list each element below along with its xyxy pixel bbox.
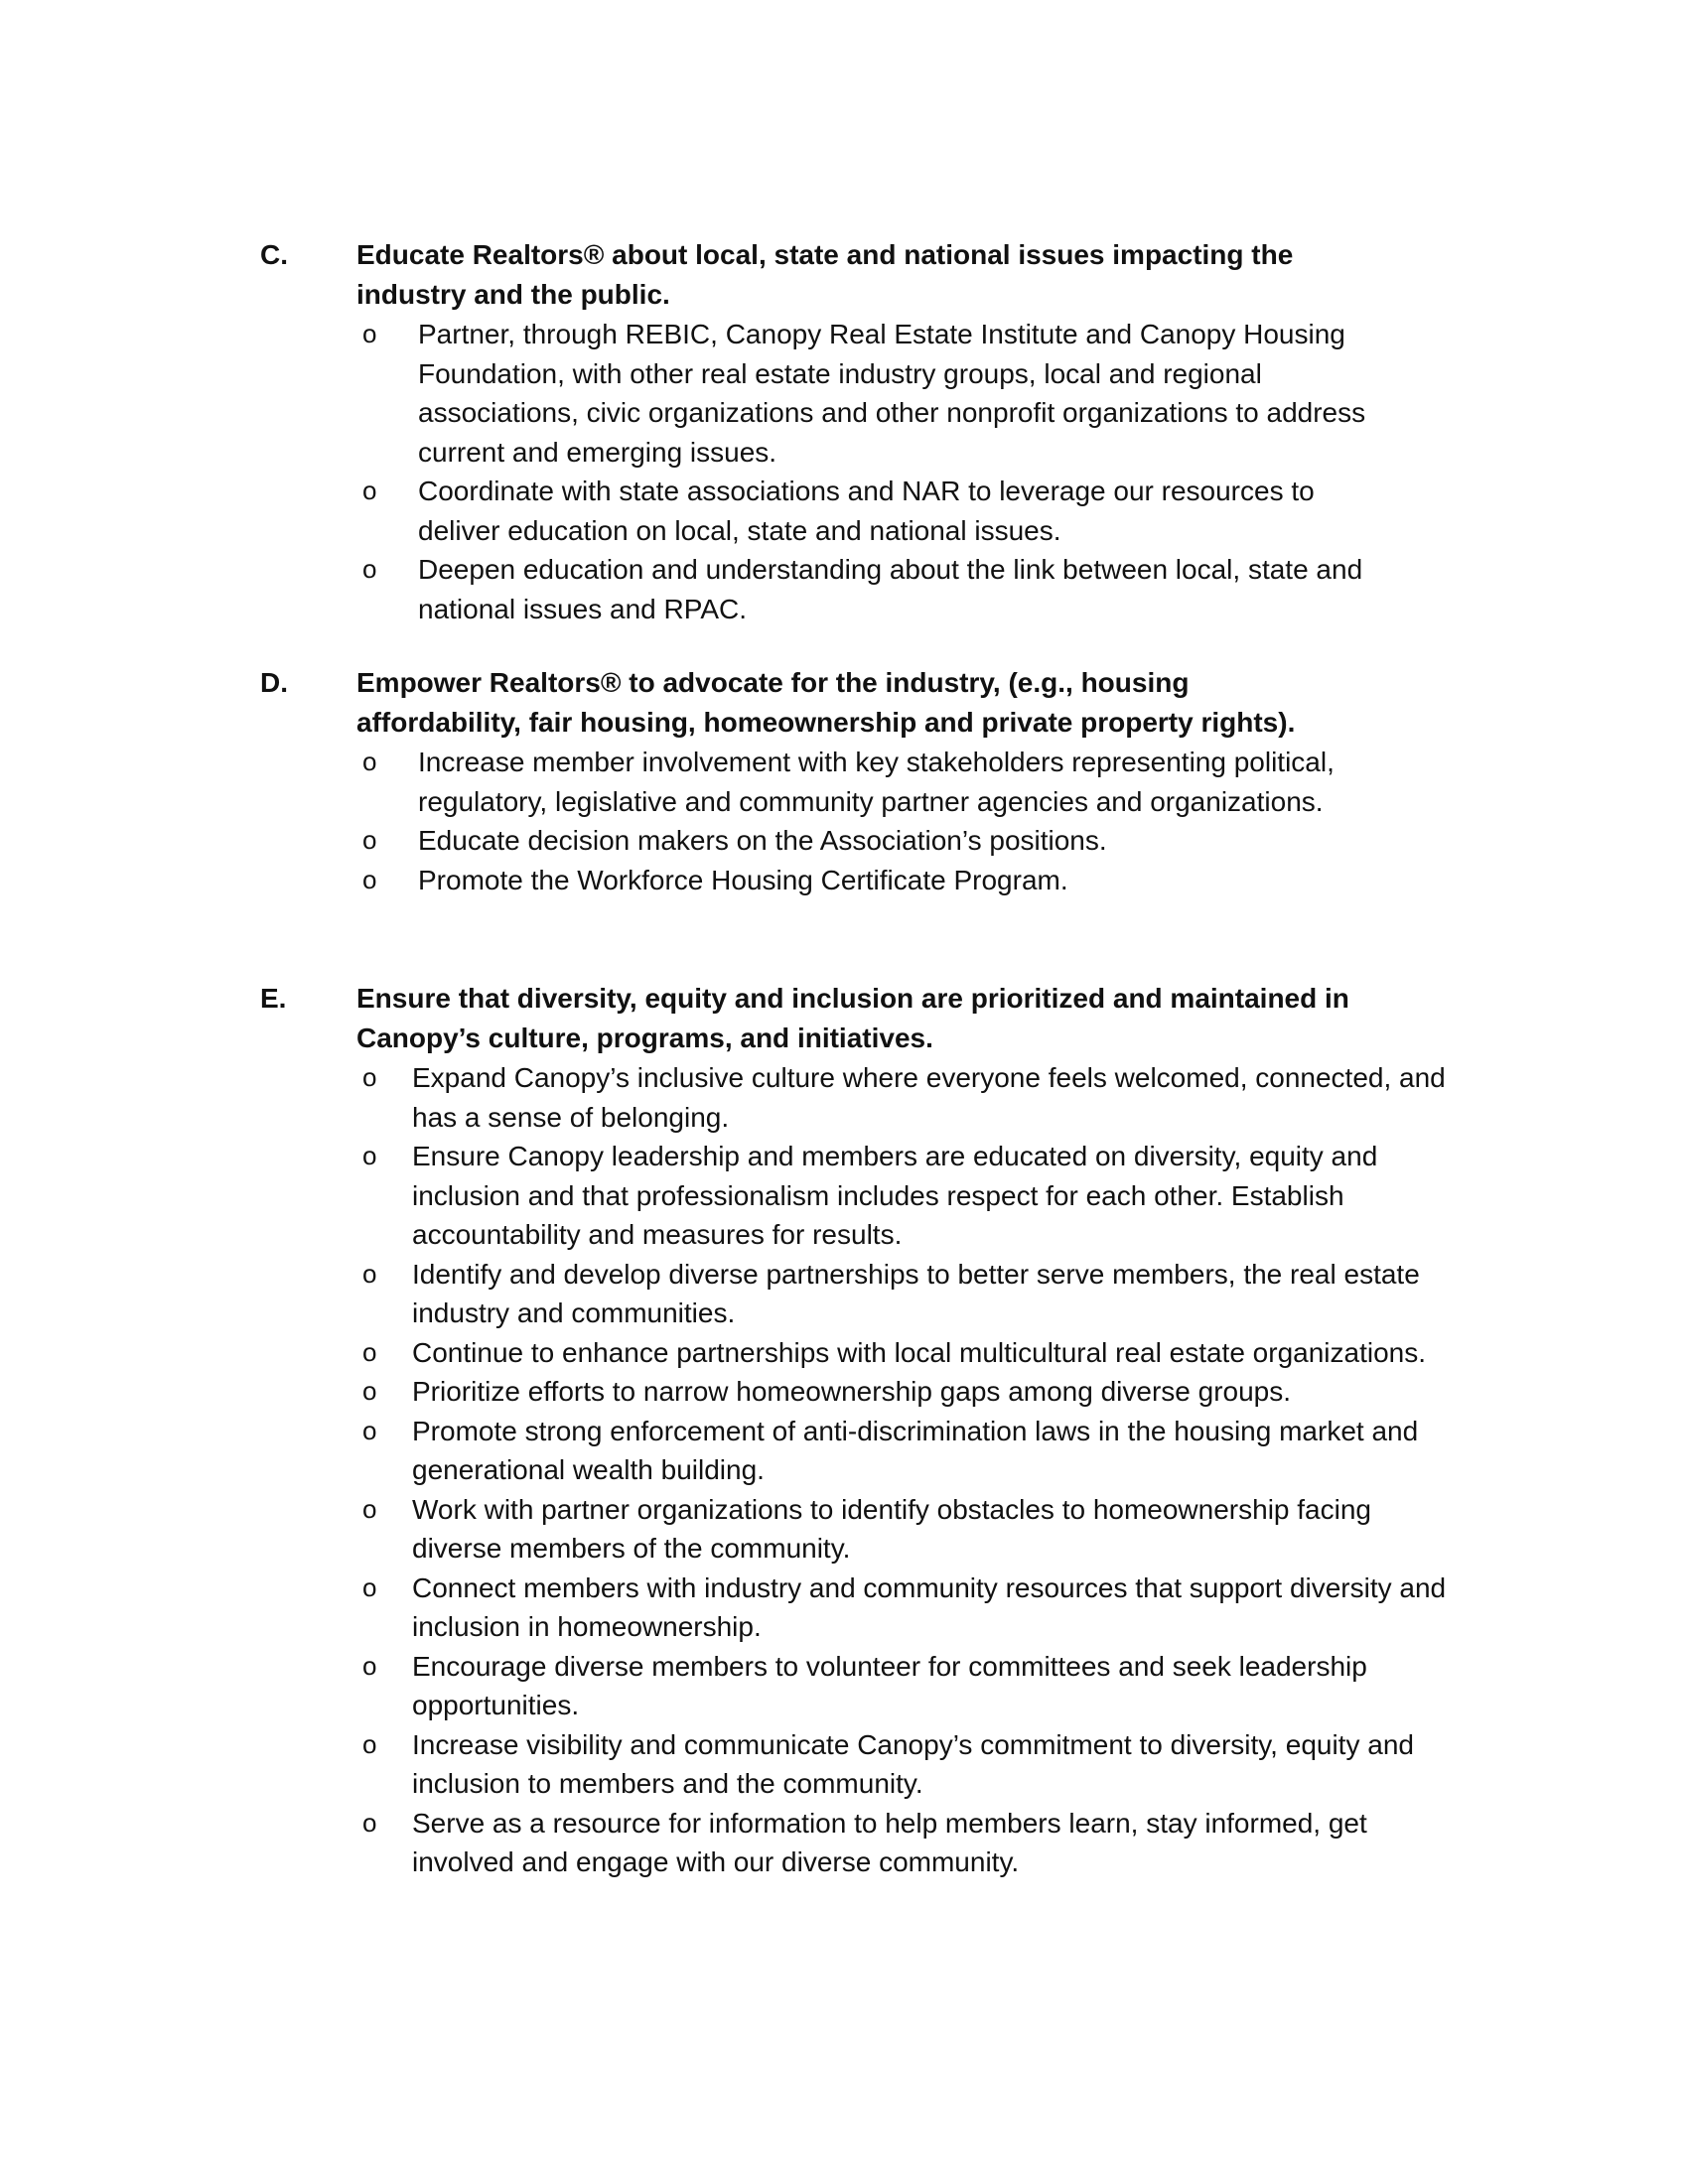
bullet-text: Promote the Workforce Housing Certificate Program. (418, 864, 1068, 895)
list-item (356, 861, 1409, 900)
bullet-marker: o (362, 1376, 377, 1406)
bullet-text: Continue to enhance partnerships with local multicultural real estate organizations. (412, 1336, 1427, 1368)
list-item (356, 1137, 1459, 1255)
bullet-list (356, 1058, 1459, 1882)
bullet-text: Promote strong enforcement of anti-discrimination laws in the housing market and generational wealth building. (412, 1415, 1419, 1485)
bullet-text: Expand Canopy’s inclusive culture where everyone feels welcomed, connected, and has a sense of belonging. (412, 1062, 1446, 1133)
section-letter: C. (260, 239, 288, 270)
list-item (356, 1058, 1459, 1137)
list-item (356, 1725, 1459, 1804)
bullet-text: Ensure Canopy leadership and members are educated on diversity, equity and inclusion and that professionalism includes respect for each other. Establish accountability and measures for results. (412, 1141, 1378, 1250)
bullet-marker: o (362, 1571, 377, 1602)
bullet-text: Increase visibility and communicate Canopy’s commitment to diversity, equity and inclusion to members and the community. (412, 1728, 1414, 1799)
bullet-marker: o (362, 1650, 377, 1681)
list-item (356, 315, 1369, 472)
section-heading: Empower Realtors® to advocate for the industry, (e.g., housing affordability, fair housing, homeownership and private property rights). (356, 667, 1296, 738)
list-item (356, 1372, 1459, 1412)
section-letter: E. (260, 983, 287, 1014)
bullet-text: Prioritize efforts to narrow homeownership gaps among diverse groups. (412, 1376, 1292, 1407)
section-heading: Educate Realtors® about local, state and national issues impacting the industry and the public. (356, 239, 1294, 310)
list-item (356, 743, 1409, 821)
bullet-text: Educate decision makers on the Association’s positions. (418, 825, 1107, 856)
bullet-text: Connect members with industry and community resources that support diversity and inclusion in homeownership. (412, 1571, 1447, 1642)
bullet-marker: o (362, 476, 377, 505)
list-item (356, 1647, 1459, 1725)
bullet-marker: o (362, 554, 377, 584)
bullet-text: Deepen education and understanding about the link between local, state and national issues and RPAC. (418, 554, 1363, 624)
bullet-text: Serve as a resource for information to help members learn, stay informed, get involved and engage with our diverse community. (412, 1807, 1367, 1877)
bullet-marker: o (362, 1807, 377, 1838)
bullet-marker: o (362, 319, 377, 348)
list-item (356, 1490, 1459, 1569)
list-item (356, 1569, 1459, 1647)
bullet-marker: o (362, 825, 377, 855)
list-item (356, 472, 1369, 550)
bullet-marker: o (362, 1493, 377, 1524)
section-letter: D. (260, 667, 288, 698)
bullet-text: Coordinate with state associations and NAR to leverage our resources to deliver education on local, state and national issues. (418, 476, 1315, 546)
bullet-marker: o (362, 1336, 377, 1367)
bullet-text: Encourage diverse members to volunteer for committees and seek leadership opportunities. (412, 1650, 1367, 1720)
bullet-list (356, 315, 1369, 628)
bullet-list (356, 743, 1409, 899)
section-heading: Ensure that diversity, equity and inclusion are prioritized and maintained in Canopy’s culture, programs, and initiatives. (356, 983, 1349, 1053)
list-item (356, 550, 1369, 628)
bullet-marker: o (362, 1062, 377, 1092)
bullet-text: Work with partner organizations to identify obstacles to homeownership facing diverse members of the community. (412, 1493, 1371, 1564)
list-item (356, 1255, 1459, 1333)
bullet-text: Partner, through REBIC, Canopy Real Estate Institute and Canopy Housing Foundation, with other real estate industry groups, local and regional associations, civic organizations and other nonprofit organizations to address current and emerging issues. (418, 319, 1366, 468)
bullet-text: Increase member involvement with key stakeholders representing political, regulatory, legislative and community partner agencies and organizations. (418, 747, 1335, 817)
list-item (356, 821, 1409, 861)
bullet-marker: o (362, 1141, 377, 1170)
bullet-marker: o (362, 1415, 377, 1445)
bullet-marker: o (362, 747, 377, 776)
bullet-marker: o (362, 864, 377, 894)
list-item (356, 1333, 1459, 1373)
bullet-text: Identify and develop diverse partnerships to better serve members, the real estate industry and communities. (412, 1258, 1420, 1328)
list-item (356, 1412, 1459, 1490)
bullet-marker: o (362, 1728, 377, 1759)
bullet-marker: o (362, 1258, 377, 1289)
list-item (356, 1804, 1459, 1882)
